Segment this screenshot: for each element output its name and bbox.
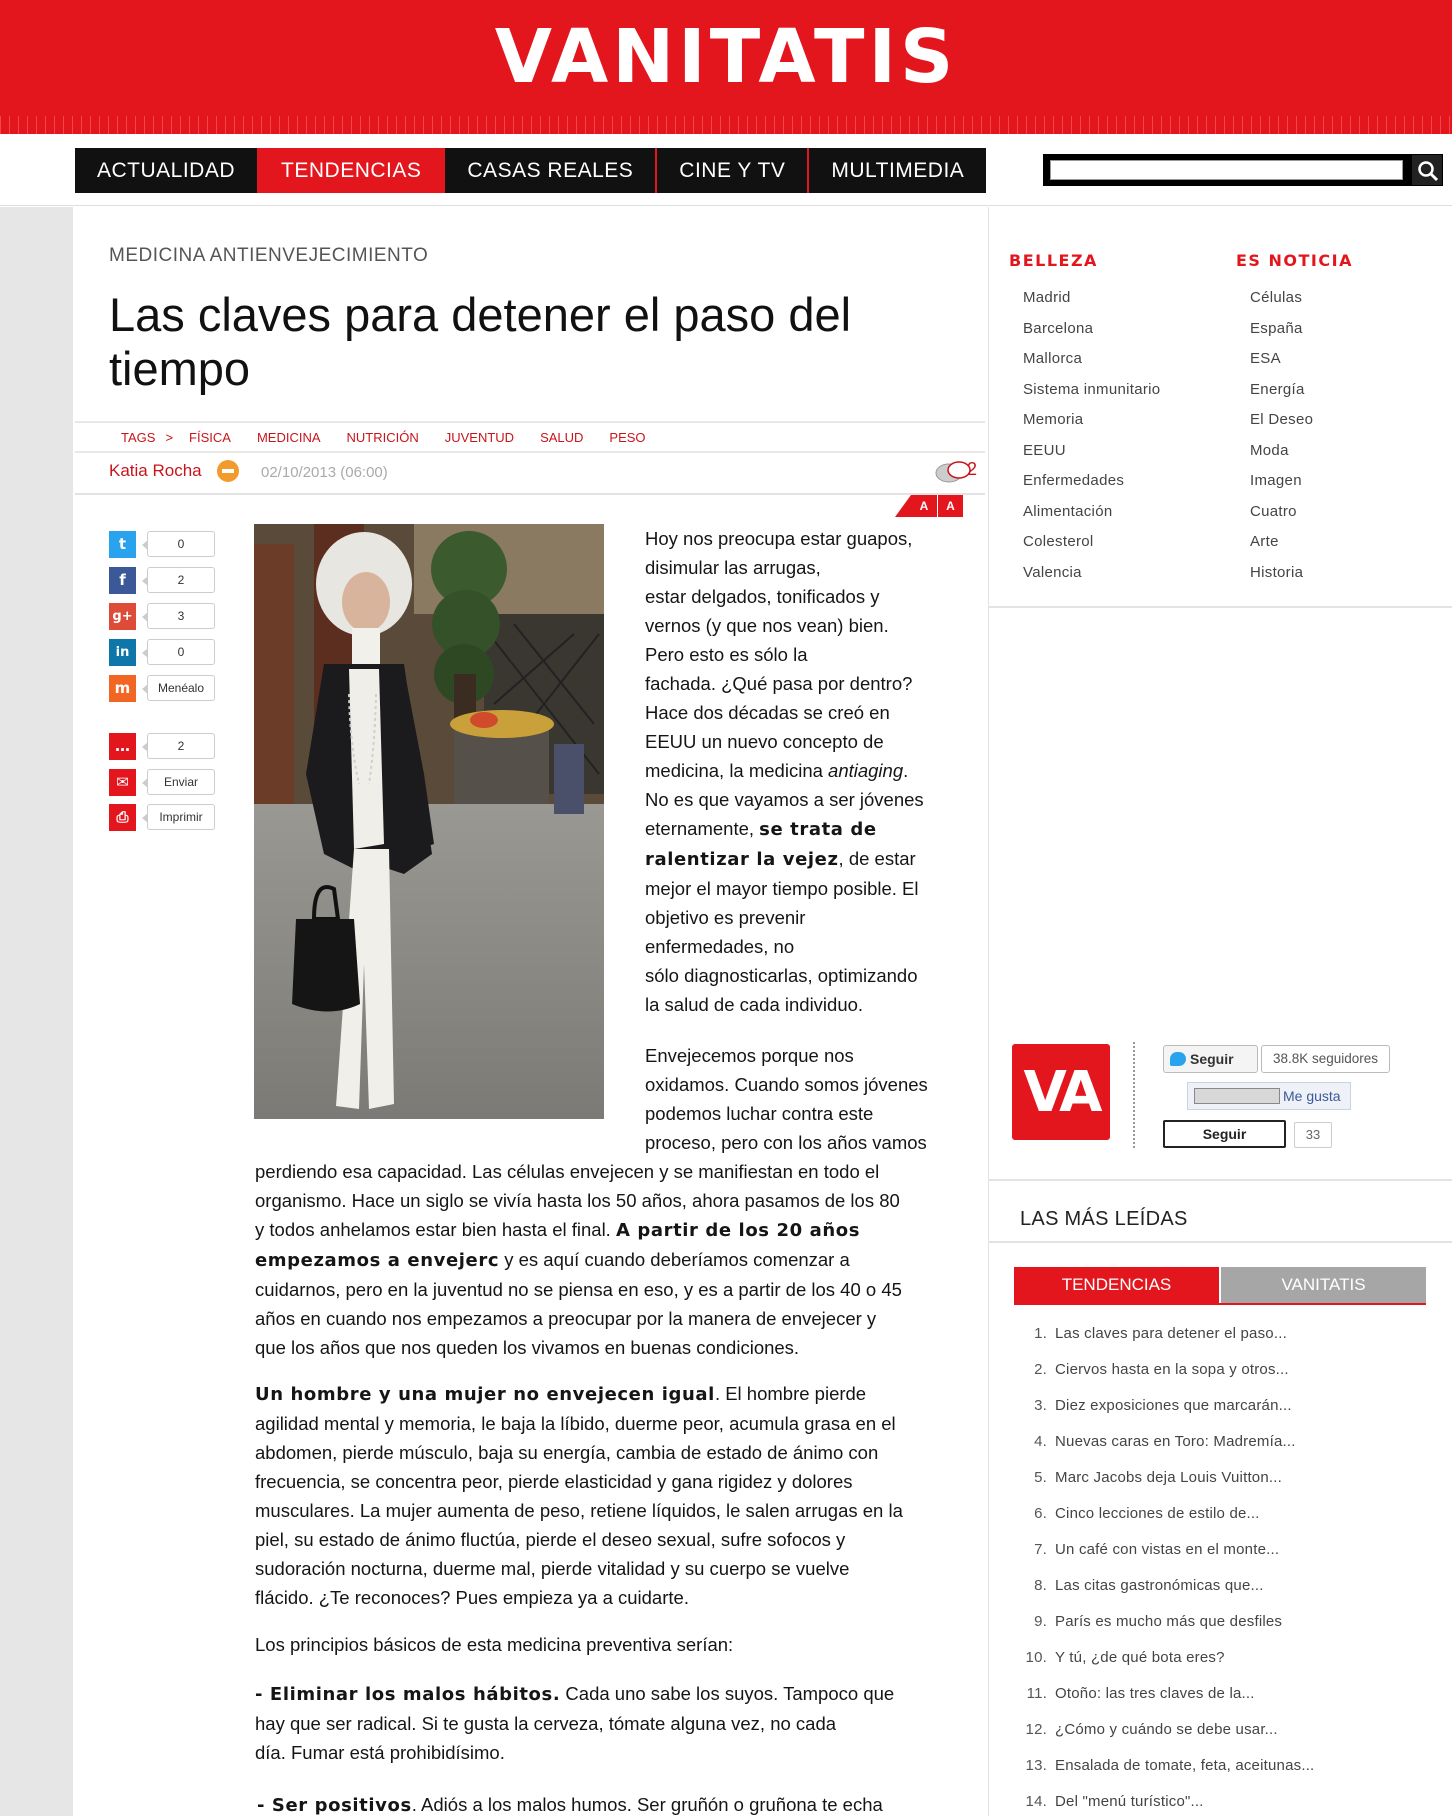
text-line: proceso, pero con los años vamos xyxy=(645,1132,927,1153)
byline xyxy=(75,455,985,495)
text-line: No es que vayamos a ser jóvenes xyxy=(645,789,924,810)
list-item[interactable] xyxy=(1014,1424,1314,1460)
list-item[interactable] xyxy=(1014,1604,1314,1640)
item-number: 6. xyxy=(1034,1505,1047,1522)
text-line: mejor el mayor tiempo posible. El xyxy=(645,878,919,899)
item-number: 1. xyxy=(1034,1325,1047,1342)
share-googleplus[interactable] xyxy=(109,603,219,629)
font-decrease-button[interactable]: A xyxy=(911,495,937,517)
text-line: abdomen, pierde músculo, baja su energía, cambia de estado de ánimo con xyxy=(255,1442,879,1463)
text-run: eternamente, xyxy=(645,818,760,839)
text-line: sólo diagnosticarlas, optimizando xyxy=(645,965,918,986)
font-size-controls xyxy=(911,495,963,517)
tag-link[interactable]: FÍSICA xyxy=(189,429,231,445)
text-line: flácido. ¿Te reconoces? Pues empieza ya a cuidarte. xyxy=(255,1587,689,1608)
twitter-follow-label: Seguir xyxy=(1190,1051,1234,1067)
bold-run: se trata de xyxy=(759,819,877,840)
nav-row xyxy=(0,134,1452,206)
list-item[interactable]: Energía xyxy=(1250,380,1305,398)
bold-run: A partir de los 20 años xyxy=(615,1220,861,1241)
tab-vanitatis[interactable]: VANITATIS xyxy=(1221,1267,1426,1303)
text-line: oxidamos. Cuando somos jóvenes xyxy=(645,1074,928,1095)
list-item[interactable]: Arte xyxy=(1250,533,1279,550)
item-title: Otoño: las tres claves de la... xyxy=(1055,1685,1255,1702)
item-title: Las citas gastronómicas que... xyxy=(1055,1577,1264,1594)
search-input[interactable] xyxy=(1050,160,1403,180)
linkedin-icon[interactable]: in xyxy=(109,639,136,666)
font-increase-button[interactable]: A xyxy=(937,495,963,517)
nav-item-casas-reales[interactable]: CASAS REALES xyxy=(445,148,657,193)
print-icon[interactable]: ⎙ xyxy=(109,804,136,831)
list-item[interactable] xyxy=(1014,1712,1314,1748)
text-line: frecuencia, se concentra peor, pierde elasticidad y gana rigidez y dolores xyxy=(255,1471,853,1492)
text-line: vernos (y que nos vean) bien. xyxy=(645,615,889,636)
text-run: medicina, la medicina xyxy=(645,760,829,781)
text-line xyxy=(257,1790,883,1816)
facebook-like-bar xyxy=(1194,1088,1280,1104)
bold-run: Un hombre y una mujer no envejecen igual xyxy=(255,1384,715,1405)
text-line: Hoy nos preocupa estar guapos, xyxy=(645,528,913,549)
tab-underline xyxy=(1014,1303,1426,1305)
facebook-like-label[interactable]: Me gusta xyxy=(1283,1088,1341,1104)
list-item[interactable] xyxy=(1014,1460,1314,1496)
text-line: Pero esto es sólo la xyxy=(645,644,808,665)
list-item[interactable]: Alimentación xyxy=(1023,502,1113,520)
item-title: Un café con vistas en el monte... xyxy=(1055,1541,1280,1558)
item-title: Nuevas caras en Toro: Madremía... xyxy=(1055,1433,1296,1450)
item-title: Diez exposiciones que marcarán... xyxy=(1055,1397,1292,1414)
item-number: 2. xyxy=(1034,1361,1047,1378)
tag-link[interactable]: SALUD xyxy=(540,429,584,445)
text-line: que los años que nos queden los vivamos en buenas condiciones. xyxy=(255,1337,800,1358)
share-print[interactable] xyxy=(109,804,219,830)
share-facebook[interactable] xyxy=(109,567,219,593)
list-item[interactable]: Memoria xyxy=(1023,411,1084,428)
belleza-heading[interactable]: BELLEZA xyxy=(1009,251,1098,270)
tag-link[interactable]: PESO xyxy=(609,429,646,445)
left-gutter xyxy=(0,207,73,1816)
list-item[interactable]: Colesterol xyxy=(1023,533,1094,550)
item-number: 10. xyxy=(1025,1649,1047,1666)
most-read-list xyxy=(1014,1316,1314,1816)
paragraph-2 xyxy=(255,1041,928,1362)
item-title: ¿Cómo y cuándo se debe usar... xyxy=(1055,1721,1278,1738)
tags-separator: > xyxy=(165,429,174,445)
site-logo[interactable]: VANITATIS xyxy=(494,14,958,100)
meneame-button[interactable]: Menéalo xyxy=(147,675,215,701)
list-item[interactable]: Enfermedades xyxy=(1023,472,1125,489)
text-line: Hace dos décadas se creó en xyxy=(645,702,890,723)
text-line xyxy=(255,1679,894,1709)
list-item[interactable]: ESA xyxy=(1250,350,1281,367)
share-count: 2 xyxy=(147,567,215,593)
nav-item-tendencias[interactable]: TENDENCIAS xyxy=(259,148,445,193)
share-email[interactable] xyxy=(109,769,219,795)
item-title: Las claves para detener el paso... xyxy=(1055,1325,1287,1342)
article-photo xyxy=(254,524,604,1119)
item-number: 5. xyxy=(1034,1469,1047,1486)
item-title: Marc Jacobs deja Louis Vuitton... xyxy=(1055,1469,1282,1486)
list-item[interactable]: Valencia xyxy=(1023,563,1082,581)
publish-date: 02/10/2013 (06:00) xyxy=(261,464,388,481)
sidebar-divider xyxy=(989,1179,1452,1181)
author-name[interactable]: Katia Rocha xyxy=(109,461,202,480)
sidebar-divider xyxy=(989,606,1452,608)
badge-text: VA xyxy=(1023,1060,1099,1125)
bold-run: ralentizar la vejez xyxy=(645,849,839,870)
list-item[interactable] xyxy=(1014,1748,1314,1784)
site-header xyxy=(0,0,1452,134)
paragraph-3 xyxy=(255,1379,903,1612)
text-line: hay que ser radical. Si te gusta la cerveza, tómate alguna vez, no cada xyxy=(255,1713,837,1734)
search-icon xyxy=(1417,160,1439,182)
bold-run: empezamos a envejerc xyxy=(255,1250,500,1271)
facebook-icon[interactable]: f xyxy=(109,567,136,594)
item-title: Y tú, ¿de qué bota eres? xyxy=(1055,1649,1225,1666)
main-nav xyxy=(75,148,986,193)
text-line: Los principios básicos de esta medicina preventiva serían: xyxy=(255,1634,734,1655)
share-twitter[interactable] xyxy=(109,531,219,557)
list-item[interactable]: EEUU xyxy=(1023,441,1066,459)
text-line xyxy=(645,756,924,785)
list-item[interactable]: España xyxy=(1250,319,1303,337)
item-title: Ciervos hasta en la sopa y otros... xyxy=(1055,1361,1289,1378)
twitter-icon[interactable]: t xyxy=(109,531,136,558)
item-number: 14. xyxy=(1025,1793,1047,1810)
list-item[interactable] xyxy=(1014,1352,1314,1388)
share-linkedin[interactable] xyxy=(109,639,219,665)
article-kicker: MEDICINA ANTIENVEJECIMIENTO xyxy=(109,245,429,266)
italic-term: antiaging xyxy=(828,760,904,781)
list-item[interactable] xyxy=(1014,1640,1314,1676)
item-title: París es mucho más que desfiles xyxy=(1055,1613,1283,1630)
list-item[interactable]: Cuatro xyxy=(1250,502,1297,520)
text-run: y todos anhelamos estar bien hasta el final. xyxy=(255,1219,616,1240)
nav-item-cine-y-tv[interactable]: CINE Y TV xyxy=(657,148,809,193)
share-count: 0 xyxy=(147,531,215,557)
list-item[interactable] xyxy=(1014,1784,1314,1816)
byline-divider xyxy=(75,493,985,495)
text-line xyxy=(255,1215,928,1245)
nav-item-actualidad[interactable]: ACTUALIDAD xyxy=(75,148,259,193)
text-line: sudoración nocturna, duerme mal, pierde vitalidad y su cuerpo se vuelve xyxy=(255,1558,850,1579)
bold-run: - Eliminar los malos hábitos. xyxy=(255,1684,561,1705)
text-line xyxy=(255,1379,903,1409)
text-line xyxy=(645,844,924,874)
share-count: 0 xyxy=(147,639,215,665)
text-run: . xyxy=(903,760,909,781)
search-button[interactable] xyxy=(1411,154,1443,186)
list-item[interactable] xyxy=(1014,1316,1314,1352)
list-item[interactable]: Barcelona xyxy=(1023,319,1094,337)
paragraph-5 xyxy=(255,1679,894,1767)
header-decoration xyxy=(0,116,1452,134)
comment-bubble-icon[interactable] xyxy=(931,459,987,487)
text-line: organismo. Hace un siglo se vivía hasta los 50 años, ahora pasamos de los 80 xyxy=(255,1190,900,1211)
share-comments[interactable] xyxy=(109,733,219,759)
bold-run: - Ser positivos xyxy=(257,1795,412,1816)
list-item[interactable] xyxy=(1014,1568,1314,1604)
text-line xyxy=(645,814,924,844)
vanitatis-badge[interactable] xyxy=(1012,1044,1110,1140)
sidebar-divider xyxy=(989,1241,1452,1243)
list-item[interactable]: Moda xyxy=(1250,441,1289,459)
text-line: disimular las arrugas, xyxy=(645,557,821,578)
text-run: . Adiós a los malos humos. Ser gruñón o gruñona te echa xyxy=(411,1794,883,1815)
text-line: años en cuando nos empezamos a preocupar por la manera de envejecer y xyxy=(255,1308,877,1329)
text-line: EEUU un nuevo concepto de xyxy=(645,731,884,752)
text-line: enfermedades, no xyxy=(645,936,795,957)
item-number: 7. xyxy=(1034,1541,1047,1558)
tag-link[interactable]: JUVENTUD xyxy=(444,429,515,445)
text-run: Cada uno sabe los suyos. Tampoco que xyxy=(560,1683,895,1704)
share-meneame[interactable] xyxy=(109,675,219,701)
item-number: 3. xyxy=(1034,1397,1047,1414)
list-item[interactable]: Sistema inmunitario xyxy=(1023,380,1161,398)
nav-item-multimedia[interactable]: MULTIMEDIA xyxy=(831,159,965,182)
comment-count[interactable]: 2 xyxy=(967,459,978,479)
search-field xyxy=(1043,154,1411,186)
text-line: día. Fumar está prohibidísimo. xyxy=(255,1742,505,1763)
item-number: 13. xyxy=(1025,1757,1047,1774)
text-run: . El hombre pierde xyxy=(714,1383,867,1404)
list-item[interactable]: Madrid xyxy=(1023,289,1071,306)
list-item[interactable] xyxy=(1014,1532,1314,1568)
item-number: 12. xyxy=(1025,1721,1047,1738)
text-line: Envejecemos porque nos xyxy=(645,1045,854,1066)
paragraph-6 xyxy=(257,1790,883,1816)
text-line: agilidad mental y memoria, le baja la líbido, duerme peor, acumula grasa en el xyxy=(255,1413,896,1434)
text-line: musculares. La mujer aumenta de peso, retiene líquidos, le salen arrugas en la xyxy=(255,1500,903,1521)
twitter-bird-icon xyxy=(1170,1052,1186,1066)
article-title: Las claves para detener el paso del tiempo xyxy=(109,288,852,395)
list-item[interactable] xyxy=(1014,1496,1314,1532)
tag-link[interactable]: MEDICINA xyxy=(256,429,321,445)
es-noticia-heading[interactable]: ES NOTICIA xyxy=(1236,251,1353,270)
es-noticia-list xyxy=(1250,283,1313,588)
tags-label: TAGS xyxy=(121,429,156,445)
item-title: Cinco lecciones de estilo de... xyxy=(1055,1505,1260,1522)
google-plus-icon[interactable]: g+ xyxy=(109,603,136,630)
text-run: y es aquí cuando deberíamos comenzar a xyxy=(499,1249,850,1270)
most-read-title: LAS MÁS LEÍDAS xyxy=(1020,1208,1188,1230)
twitter-follower-count: 38.8K seguidores xyxy=(1261,1045,1390,1073)
photo-illustration xyxy=(254,524,604,1119)
list-item[interactable]: Mallorca xyxy=(1023,350,1083,367)
text-line: estar delgados, tonificados y xyxy=(645,586,880,607)
most-read-tabs xyxy=(1014,1267,1426,1303)
tags-bar xyxy=(75,421,985,453)
tab-tendencias[interactable]: TENDENCIAS xyxy=(1014,1267,1219,1303)
text-line xyxy=(255,1245,928,1275)
list-item[interactable]: Historia xyxy=(1250,563,1304,581)
list-item[interactable] xyxy=(1014,1676,1314,1712)
google-follow-count: 33 xyxy=(1294,1122,1332,1148)
share-count: 2 xyxy=(147,733,215,759)
text-line: perdiendo esa capacidad. Las células envejecen y se manifiestan en todo el xyxy=(255,1161,880,1182)
item-number: 11. xyxy=(1026,1685,1047,1702)
item-title: Del "menú turístico"... xyxy=(1055,1793,1204,1810)
google-follow-button[interactable]: Seguir xyxy=(1163,1120,1286,1148)
item-number: 8. xyxy=(1034,1577,1047,1594)
text-line: objetivo es prevenir xyxy=(645,907,806,928)
author-rss-icon[interactable] xyxy=(217,460,239,482)
item-title: Ensalada de tomate, feta, aceitunas... xyxy=(1055,1757,1315,1774)
text-line: piel, su estado de ánimo fluctúa, pierde el deseo sexual, sufre sofocos y xyxy=(255,1529,846,1550)
mail-icon[interactable]: ✉ xyxy=(109,769,136,796)
comment-icon[interactable]: … xyxy=(109,733,136,760)
list-item[interactable]: Células xyxy=(1250,289,1303,306)
print-button[interactable]: Imprimir xyxy=(147,804,215,830)
item-number: 4. xyxy=(1034,1433,1047,1450)
paragraph-1 xyxy=(645,524,924,1019)
text-run: , de estar xyxy=(838,848,916,869)
text-line: fachada. ¿Qué pasa por dentro? xyxy=(645,673,913,694)
list-item[interactable]: El Deseo xyxy=(1250,411,1314,428)
tag-link[interactable]: NUTRICIÓN xyxy=(346,429,419,445)
list-item[interactable]: Imagen xyxy=(1250,472,1302,489)
share-count: 3 xyxy=(147,603,215,629)
text-line: podemos luchar contra este xyxy=(645,1103,874,1124)
text-line: cuidarnos, pero en la juventud no se piensa en eso, y es a partir de los 40 o 45 xyxy=(255,1279,902,1300)
send-button[interactable]: Enviar xyxy=(147,769,215,795)
paragraph-4 xyxy=(255,1630,733,1659)
belleza-list xyxy=(1023,283,1160,588)
twitter-follow-button[interactable] xyxy=(1163,1045,1258,1073)
social-divider xyxy=(1133,1042,1135,1148)
meneame-icon[interactable]: m xyxy=(109,675,136,702)
item-number: 9. xyxy=(1034,1613,1047,1630)
list-item[interactable] xyxy=(1014,1388,1314,1424)
text-line: la salud de cada individuo. xyxy=(645,994,864,1015)
